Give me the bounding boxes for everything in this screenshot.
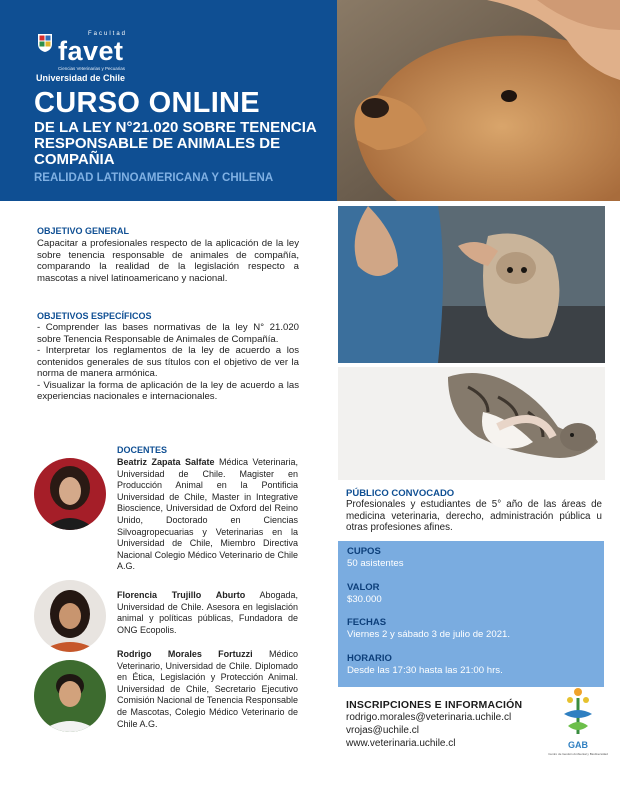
cupos-label: CUPOS <box>347 546 381 557</box>
horario-label: HORARIO <box>347 653 392 664</box>
publico-title: PÚBLICO CONVOCADO <box>346 488 455 499</box>
logo-university: Universidad de Chile <box>36 73 126 83</box>
objetivo-general-title: OBJETIVO GENERAL <box>37 226 130 236</box>
university-shield-icon <box>38 34 52 52</box>
docente-bio <box>117 457 298 573</box>
contact-email-link[interactable]: rodrigo.morales@veterinaria.uchile.cl <box>346 712 512 723</box>
website-link[interactable]: www.veterinaria.uchile.cl <box>346 738 456 749</box>
logo-facultad-text: Facultad <box>88 31 128 37</box>
contact-title: INSCRIPCIONES E INFORMACIÓN <box>346 699 523 711</box>
course-tagline: REALIDAD LATINOAMERICANA Y CHILENA <box>34 172 274 184</box>
valor-label: VALOR <box>347 582 380 593</box>
gab-caption: Centro de Gestión Ambiental y Biodiversidad <box>548 752 608 756</box>
docente-bio <box>117 649 298 730</box>
objetivos-especificos-list <box>37 322 299 403</box>
objetivo-item: - Interpretar los reglamentos de la ley de acuerdo a los contenidos generales de sus títulos con el objetivo de ver la norma de manera armónica. <box>37 345 299 379</box>
docente-name: Beatriz Zapata Salfate <box>117 457 215 467</box>
avatar <box>34 660 106 732</box>
course-subtitle: DE LA LEY N°21.020 SOBRE TENENCIA RESPONSABLE DE ANIMALES DE COMPAÑIA <box>34 119 317 168</box>
docente-name: Florencia Trujillo Aburto <box>117 590 246 600</box>
objetivo-item: - Visualizar la forma de aplicación de la ley de acuerdo a las experiencias nacionales e internacionales. <box>37 379 299 402</box>
docente-name: Rodrigo Morales Fortuzzi <box>117 649 253 659</box>
valor-value: $30.000 <box>347 594 382 605</box>
docente-bio <box>117 590 298 636</box>
publico-text: Profesionales y estudiantes de 5° año de las áreas de medicina veterinaria, derecho, administración pública u otras profesiones afines. <box>346 499 602 533</box>
horario-value: Desde las 17:30 hasta las 21:00 hrs. <box>347 665 503 676</box>
gab-name: GAB <box>568 740 588 750</box>
header-banner <box>0 0 337 201</box>
course-details-box <box>338 541 604 687</box>
objetivos-especificos-title: OBJETIVOS ESPECÍFICOS <box>37 311 152 321</box>
contact-email-link[interactable]: vrojas@uchile.cl <box>346 725 419 736</box>
cupos-value: 50 asistentes <box>347 558 404 569</box>
course-title: CURSO ONLINE <box>34 87 260 119</box>
avatar <box>34 580 106 652</box>
docente-description: Abogada, Universidad de Chile. Asesora en legislación animal y políticas públicas, Fundadora de ONG Ecopolis. <box>117 590 299 635</box>
cat-photo <box>338 367 605 480</box>
objetivo-general-text: Capacitar a profesionales respecto de la aplicación de la ley sobre tenencia responsable de animales de compañía, comparando la realidad de la legislación respecto a mascotas a nivel latinoamericano y nacional. <box>37 238 299 284</box>
logo-favet-text: favet <box>58 36 124 66</box>
docente-description: Médica Veterinaria, Universidad de Chile. Magister en Producción Animal en la Pontificia Universidad de Chile, Master in Integrative Bioscience, Universidad de Oxford del Reino Unido, Doctorado en Ciencias Silvoagropecuarias y Veterinarias en la Universidad de Chile, Miembro Directiva Nacional Colegio Médico Veterinario de Chile A.G. <box>117 457 298 572</box>
person-with-dog-photo <box>338 206 605 363</box>
fechas-value: Viernes 2 y sábado 3 de julio de 2021. <box>347 629 511 640</box>
objetivo-item: - Comprender las bases normativas de la ley N° 21.020 sobre Tenencia Responsable de Animales de Compañía. <box>37 322 299 345</box>
favet-logo <box>36 26 146 84</box>
gab-logo <box>550 684 606 770</box>
fechas-label: FECHAS <box>347 617 387 628</box>
dog-head-photo <box>337 0 620 201</box>
logo-subtitle: Ciencias Veterinarias y Pecuarias <box>58 66 126 71</box>
docente-description: Médico Veterinario, Universidad de Chile. Diplomado en Ética, Legislación y Protección Animal. Universidad de Chile, Secretario Ejecutivo Comisión Nacional de Tenencia Responsable de Mascotas, Colegio Médico Veterinario de Chile A.G. <box>117 649 298 729</box>
docentes-title: DOCENTES <box>117 445 168 455</box>
avatar <box>34 458 106 530</box>
